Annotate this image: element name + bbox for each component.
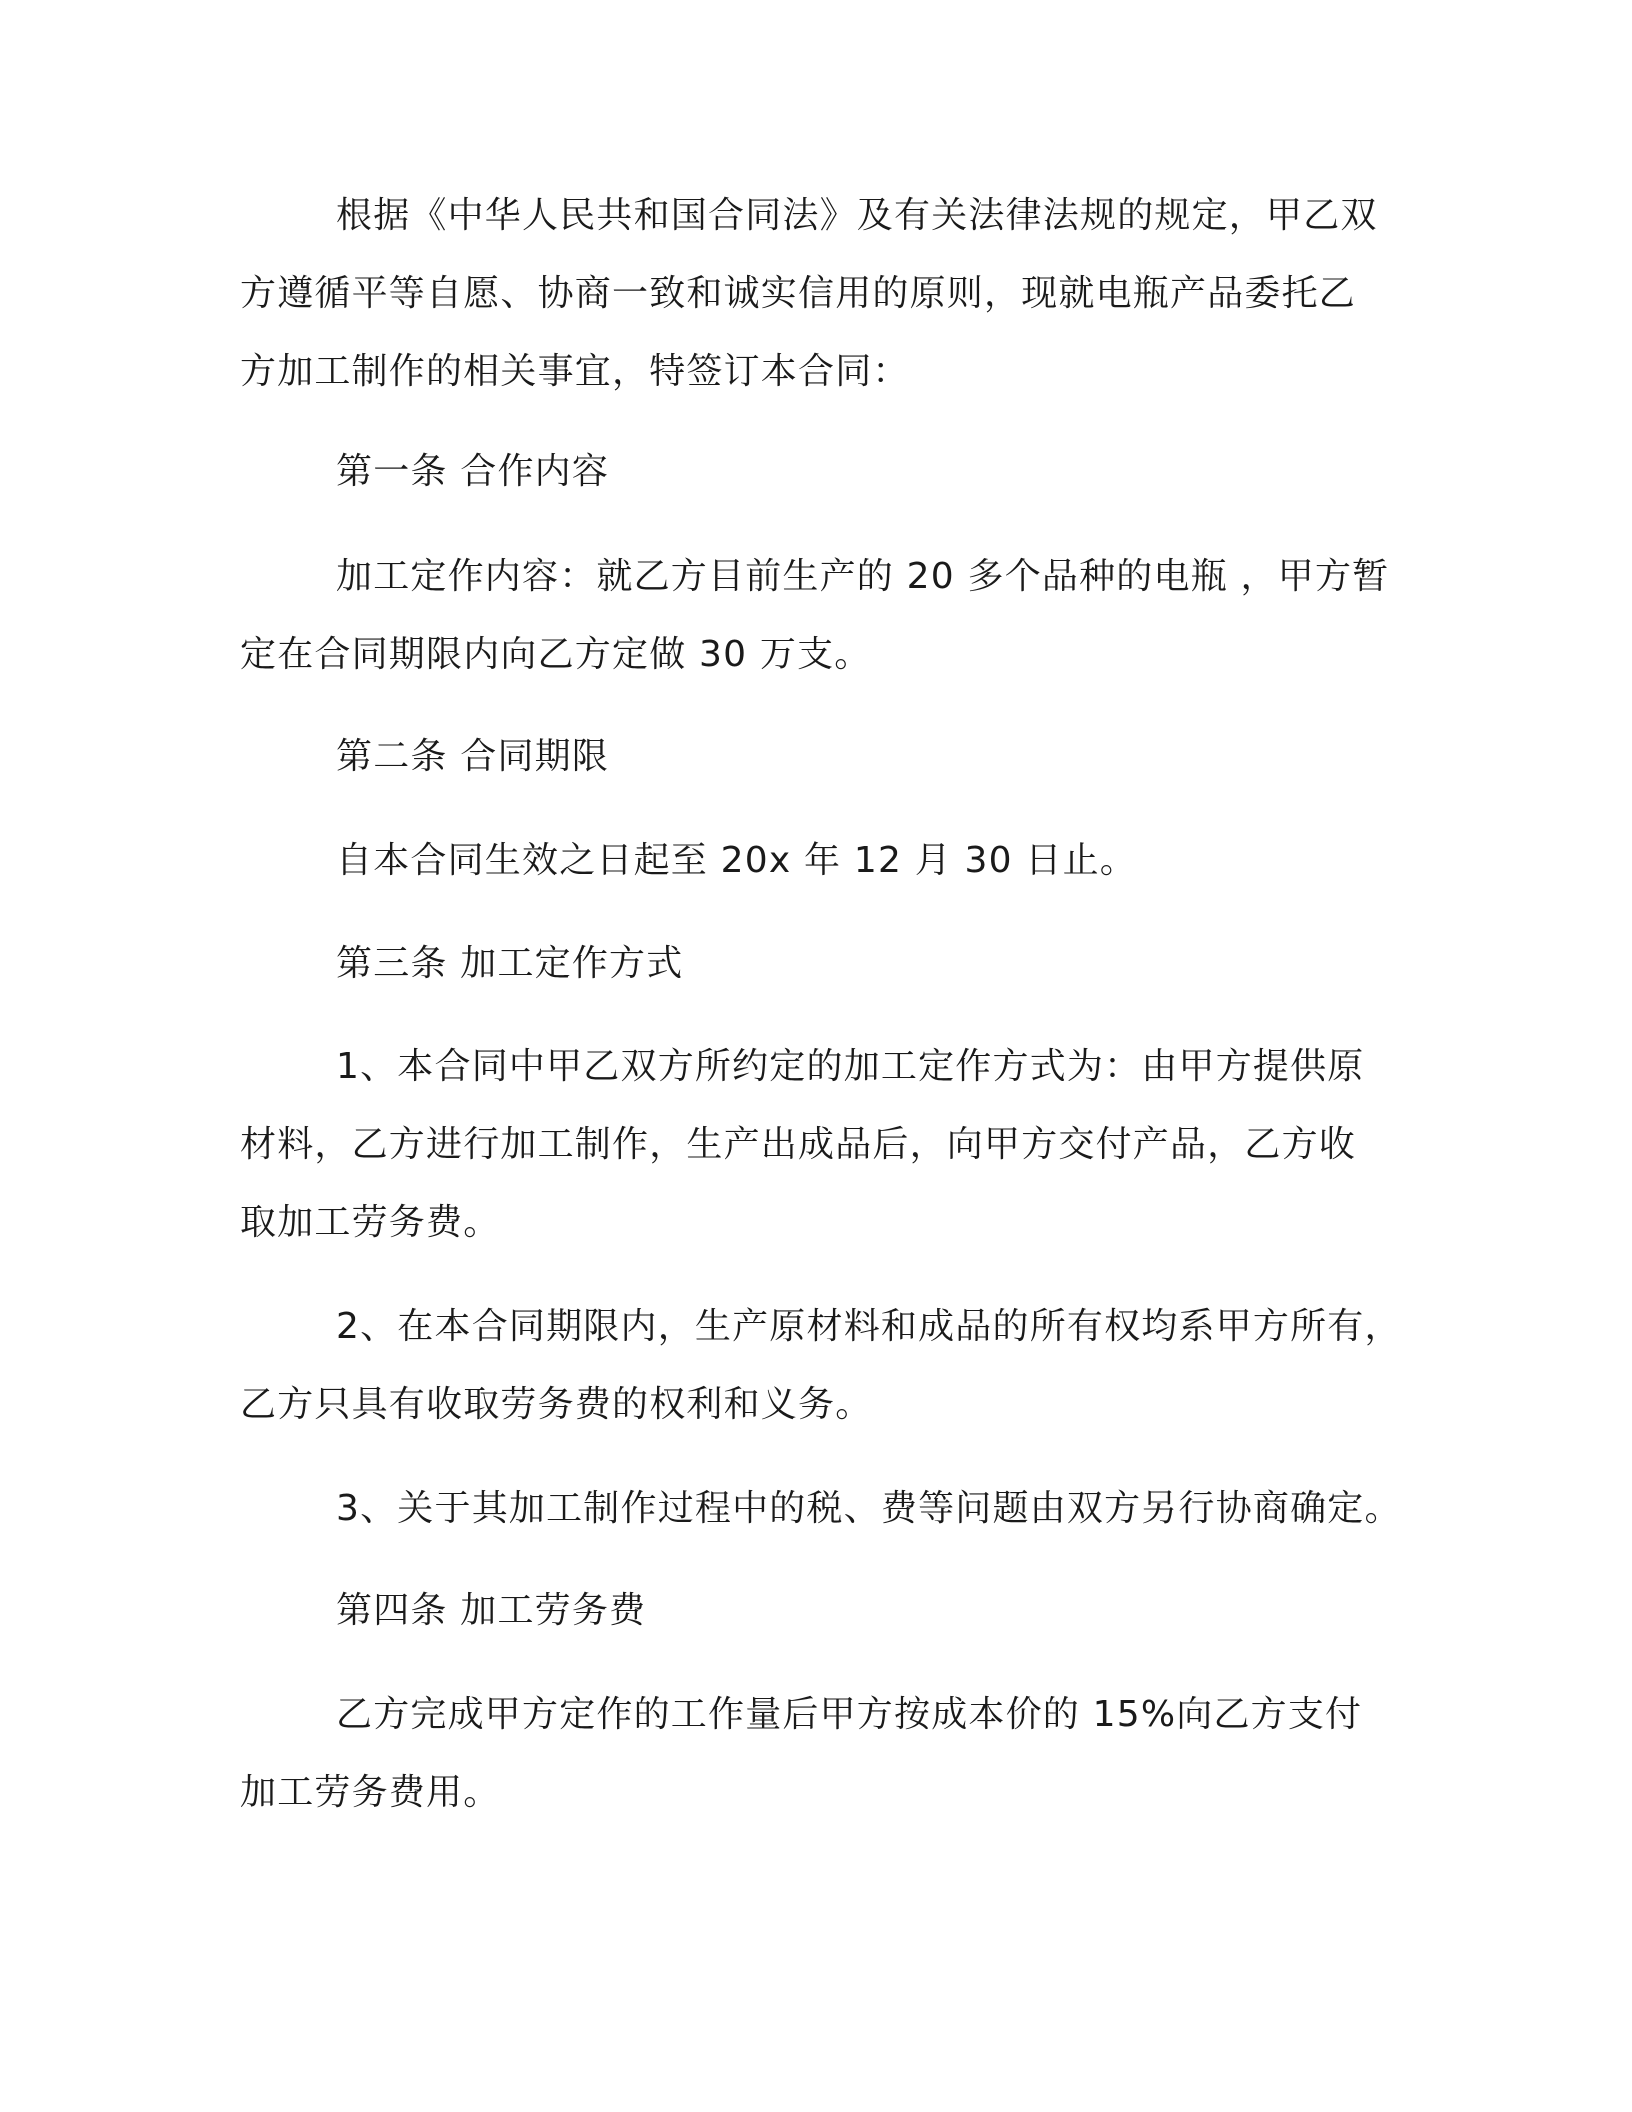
article-heading: 第二条 合同期限 bbox=[336, 736, 610, 777]
paragraph-line: 2、在本合同期限内，生产原材料和成品的所有权均系甲方所有， bbox=[336, 1306, 1402, 1347]
paragraph-line: 定在合同期限内向乙方定做 30 万支。 bbox=[240, 634, 872, 675]
paragraph-line: 乙方只具有收取劳务费的权利和义务。 bbox=[240, 1384, 873, 1425]
paragraph-line: 方遵循平等自愿、协商一致和诚实信用的原则，现就电瓶产品委托乙 bbox=[240, 273, 1357, 314]
paragraph-line: 乙方完成甲方定作的工作量后甲方按成本价的 15%向乙方支付 bbox=[336, 1694, 1363, 1735]
article-heading: 第三条 加工定作方式 bbox=[336, 943, 684, 984]
paragraph-line: 根据《中华人民共和国合同法》及有关法律法规的规定，甲乙双 bbox=[336, 195, 1378, 236]
paragraph-line: 方加工制作的相关事宜，特签订本合同： bbox=[240, 351, 910, 392]
article-heading: 第一条 合作内容 bbox=[336, 451, 610, 492]
paragraph-line: 加工定作内容：就乙方目前生产的 20 多个品种的电瓶 ，甲方暂 bbox=[336, 556, 1390, 597]
article-heading: 第四条 加工劳务费 bbox=[336, 1590, 647, 1631]
paragraph-line: 材料，乙方进行加工制作，生产出成品后，向甲方交付产品，乙方收 bbox=[240, 1124, 1357, 1165]
paragraph-line: 自本合同生效之日起至 20x 年 12 月 30 日止。 bbox=[336, 840, 1137, 881]
paragraph-line: 3、关于其加工制作过程中的税、费等问题由双方另行协商确定。 bbox=[336, 1488, 1402, 1529]
paragraph-line: 1、本合同中甲乙双方所约定的加工定作方式为：由甲方提供原 bbox=[336, 1046, 1365, 1087]
paragraph-line: 取加工劳务费。 bbox=[240, 1202, 501, 1243]
paragraph-line: 加工劳务费用。 bbox=[240, 1772, 501, 1813]
